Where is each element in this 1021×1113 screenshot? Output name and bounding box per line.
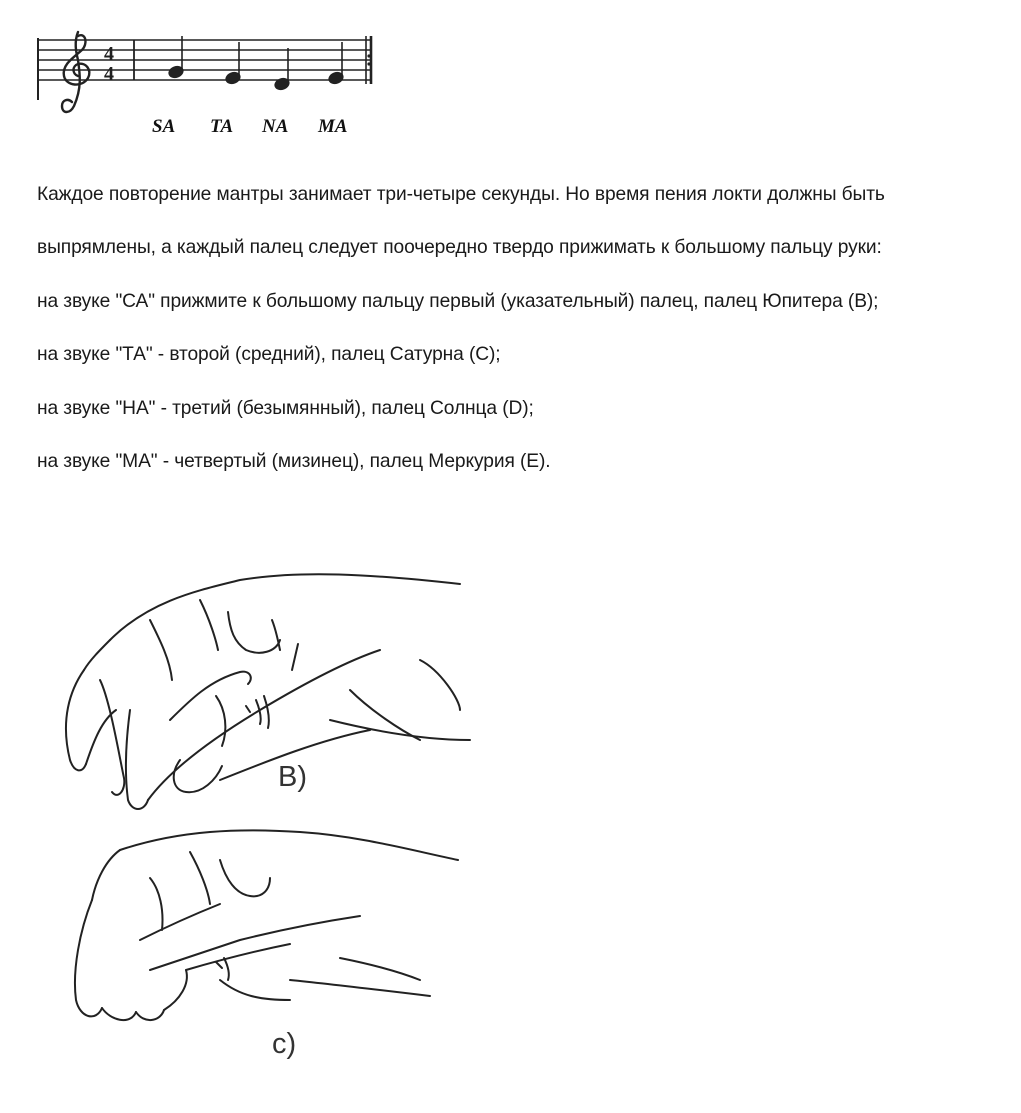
time-signature (104, 43, 114, 85)
svg-text:4: 4 (104, 63, 114, 85)
text-line: выпрямлены, а каждый палец следует поочередно твердо прижимать к большому пальцу руки: (37, 237, 882, 259)
figure-label-b: B) (278, 761, 307, 793)
syllable-na: NA (262, 116, 289, 137)
syllable-ta: TA (210, 116, 234, 137)
note-head-icon (168, 36, 345, 91)
mantra-syllables (152, 116, 382, 140)
hand-illustration-c (75, 830, 458, 1020)
hand-mudra-illustrations (40, 560, 480, 1080)
instruction-text (37, 180, 997, 500)
text-line: на звуке "НА" - третий (безымянный), палец Солнца (D); (37, 397, 534, 419)
hand-illustration-b (66, 574, 470, 809)
syllable-sa: SA (152, 116, 176, 137)
text-line: на звуке "СА" прижмите к большому пальцу первый (указательный) палец, палец Юпитера (В); (37, 290, 879, 312)
text-line: Каждое повторение мантры занимает три-четыре секунды. Но время пения локти должны быть (37, 184, 885, 205)
syllable-ma: MA (318, 116, 348, 137)
text-line: на звуке "МА" - четвертый (мизинец), палец Меркурия (Е). (37, 450, 551, 472)
svg-text:4: 4 (104, 43, 114, 65)
figure-label-c: c) (272, 1028, 297, 1060)
treble-clef-icon (62, 32, 89, 112)
text-line: на звуке "ТА" - второй (средний), палец Сатурна (С); (37, 344, 501, 366)
